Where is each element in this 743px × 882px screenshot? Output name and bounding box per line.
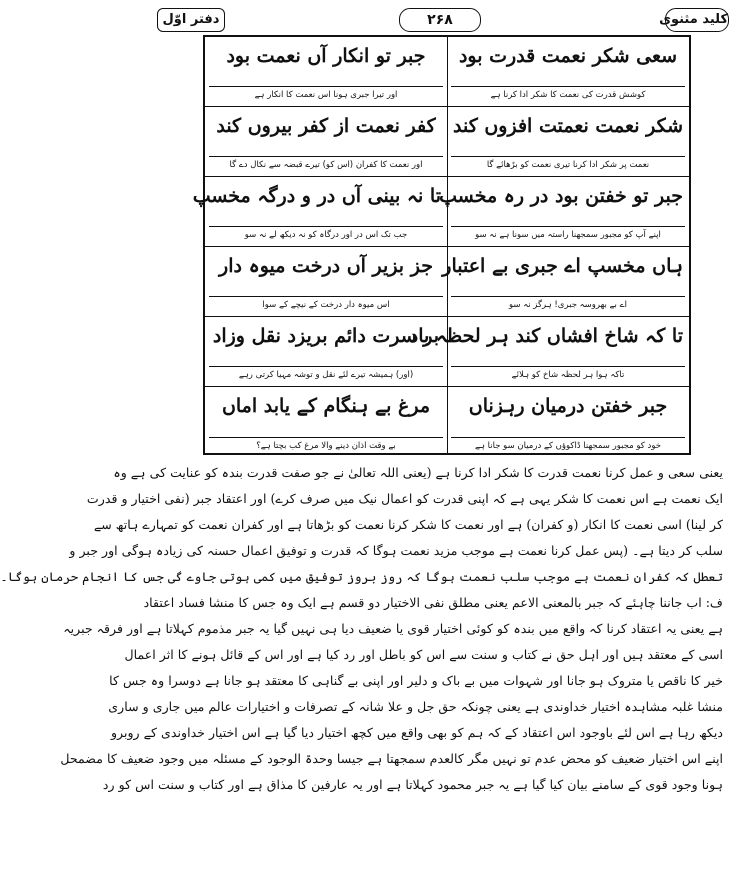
commentary-line: اسی کے معتقد ہیں اور اہل حق نے کتاب و سنت سے اس کو باطل اور رد کیا ہے اور اس کے قائل ہونے کا اثر اعمال [124, 647, 723, 662]
verse-text: ہاں مخسپ اے جبری بے اعتبار [442, 255, 683, 277]
verse-translation: جب تک اس در اور درگاہ کو نہ دیکھ لے نہ سو [209, 226, 443, 243]
page-header [157, 6, 729, 34]
verse-row [205, 317, 689, 387]
verse-cell-left [205, 317, 447, 386]
commentary-line: ہے یعنی یہ اعتقاد کرنا کہ واقع میں بندہ کو کوئی اختیار قوی یا ضعیف دیا ہی نہیں گیا یہ جبر مذموم کہلاتا ہے اور فرقہ جبریہ [63, 621, 723, 636]
verse-row [205, 387, 689, 457]
verse-translation: تاکہ ہوا ہر لحظہ شاخ کو ہلائے [451, 366, 685, 383]
verse-row [192, 177, 689, 247]
verse-table [192, 35, 691, 455]
verse-translation: بے وقت اذان دینے والا مرغ کب بچتا ہے؟ [209, 437, 443, 454]
verse-text: جبر خفتن درمیان رہزناں [468, 395, 668, 417]
verse-text: سعی شکر نعمت قدرت بود [458, 45, 678, 67]
verse-cell-left [205, 247, 447, 316]
verse-translation: اس میوہ دار درخت کے نیچے کے سوا [209, 296, 443, 313]
commentary-line: یعنی سعی و عمل کرنا نعمت قدرت کا شکر ادا کرنا ہے (یعنی اللہ تعالیٰ نے جو صفت قدرت بندہ کو عنایت کی ہے وہ [113, 465, 723, 480]
verse-translation: اے بے بھروسہ جبری! ہرگز نہ سو [451, 296, 685, 313]
verse-text: مرغ بے ہنگام کے یابد اماں [221, 395, 431, 417]
verse-text: جبر تو خفتن بود در رہ مخسپ [439, 185, 683, 207]
verse-text: بر سرت دائم بریزد نقل وزاد [212, 325, 440, 347]
verse-cell-left [205, 37, 447, 106]
verse-cell-left [205, 387, 447, 457]
verse-cell-left [192, 177, 447, 246]
verse-cell-right [447, 107, 689, 176]
volume-label: دفتر اوّل [157, 8, 225, 32]
commentary-line: ف: اب جاننا چاہئے کہ جبر بالمعنی الاعم یعنی مطلق نفی الاختیار دو قسم ہے ایک وہ جس کا منشا فساد اعتقاد [143, 595, 723, 610]
commentary-line: ایک نعمت ہے اس نعمت کا شکر یہی ہے کہ اپنی قدرت کو اعمال نیک میں صرف کرے) اور اعتقاد جبر (نفی اختیار و قدرت [86, 491, 723, 506]
commentary [0, 460, 723, 798]
verse-row [205, 37, 689, 107]
commentary-line: خیر کا ناقص یا متروک ہو جانا اور شہوات میں بے باک و دلیر اور اپنی بے گناہی کا معتقد ہو جانا ہے دوسرا وہ جس کا [109, 673, 723, 688]
verse-text: کفر نعمت از کفر بیروں کند [216, 115, 436, 137]
verse-text: جبر تو انکار آں نعمت بود [226, 45, 426, 67]
verse-translation: نعمت پر شکر ادا کرنا تیری نعمت کو بڑھائے گا [451, 156, 685, 173]
commentary-line: اپنے اس اختیار ضعیف کو محض عدم تو نہیں مگر کالعدم سمجھتا ہے جیسا وحدۃ الوجود کے مسئلہ میں وجود ضعیف کا مضمحل [60, 751, 723, 766]
verse-cell-left [205, 107, 447, 176]
verse-text: جز بزیر آں درخت میوہ دار [219, 255, 433, 277]
verse-row [205, 247, 689, 317]
page-number: ۲۶۸ [399, 8, 481, 32]
verse-text: تا کہ شاخ افشاں کند ہر لحظہ باد [409, 325, 683, 347]
verse-cell-right [447, 37, 689, 106]
verse-translation: اور تیرا جبری ہونا اس نعمت کا انکار ہے [209, 86, 443, 103]
commentary-line: ہونا وجود قوی کے سامنے بیان کیا گیا ہے یہ جبر محمود کہلاتا ہے اور یہ عارفین کا مذاق ہے اور کتاب و سنت اس کو رد [102, 777, 723, 792]
commentary-line: تعطل کہ کفران نعمت ہے موجب سلب نعمت ہوگا کہ روز بروز توفیق میں کمی ہوتی جاوے گی جس کا انجام حرمان ہوگا۔ [0, 569, 723, 584]
verse-translation: (اور) ہمیشہ تیرے لئے نقل و توشہ مہیا کرتی رہے [209, 366, 443, 383]
verse-translation: اپنے آپ کو مجبور سمجھنا راستہ میں سونا ہے نہ سو [451, 226, 685, 243]
verse-cell-right [439, 177, 689, 246]
commentary-line: سلب کر دیتا ہے۔ (پس عمل کرنا نعمت ہے موجب مزید نعمت ہوگا کہ قدرت و توفیق اعمال حسنہ کی زیادہ ہوگی اور جبر و [69, 543, 723, 558]
commentary-line: دیکھ رہا ہے اس لئے باوجود اس اعتقاد کے کہ ہم کو بھی واقع میں کچھ اختیار دیا گیا ہے اس اختیار خداوندی کے روبرو [110, 725, 723, 740]
verse-translation: کوشش قدرت کی نعمت کا شکر ادا کرنا ہے [451, 86, 685, 103]
verse-text: شکر نعمت نعمتت افزوں کند [452, 115, 683, 137]
verse-translation: اور نعمت کا کفران (اس کو) تیرے قبضہ سے نکال دے گا [209, 156, 443, 173]
book-title: کلید مثنوی [665, 8, 729, 32]
verse-translation: خود کو مجبور سمجھنا ڈاکوؤں کے درمیان سو جانا ہے [451, 437, 685, 454]
verse-cell-right [447, 387, 689, 457]
verse-cell-right [409, 317, 689, 386]
verse-cell-right [442, 247, 689, 316]
commentary-line: منشا غلبہ مشاہدہ اختیار خداوندی ہے یعنی چونکہ حق جل و علا شانہ کے تصرفات و اختیارات عالم میں جاری و ساری [108, 699, 723, 714]
commentary-line: کر لینا) اسی نعمت کا انکار (و کفران) ہے اور نعمت کا شکر کرنا نعمت کو بڑھاتا ہے اور کفران نعمت کو تمہارے ہاتھ سے [93, 517, 723, 532]
verse-row [205, 107, 689, 177]
verse-text: تا نہ بینی آں در و درگہ مخسپ [192, 185, 441, 207]
